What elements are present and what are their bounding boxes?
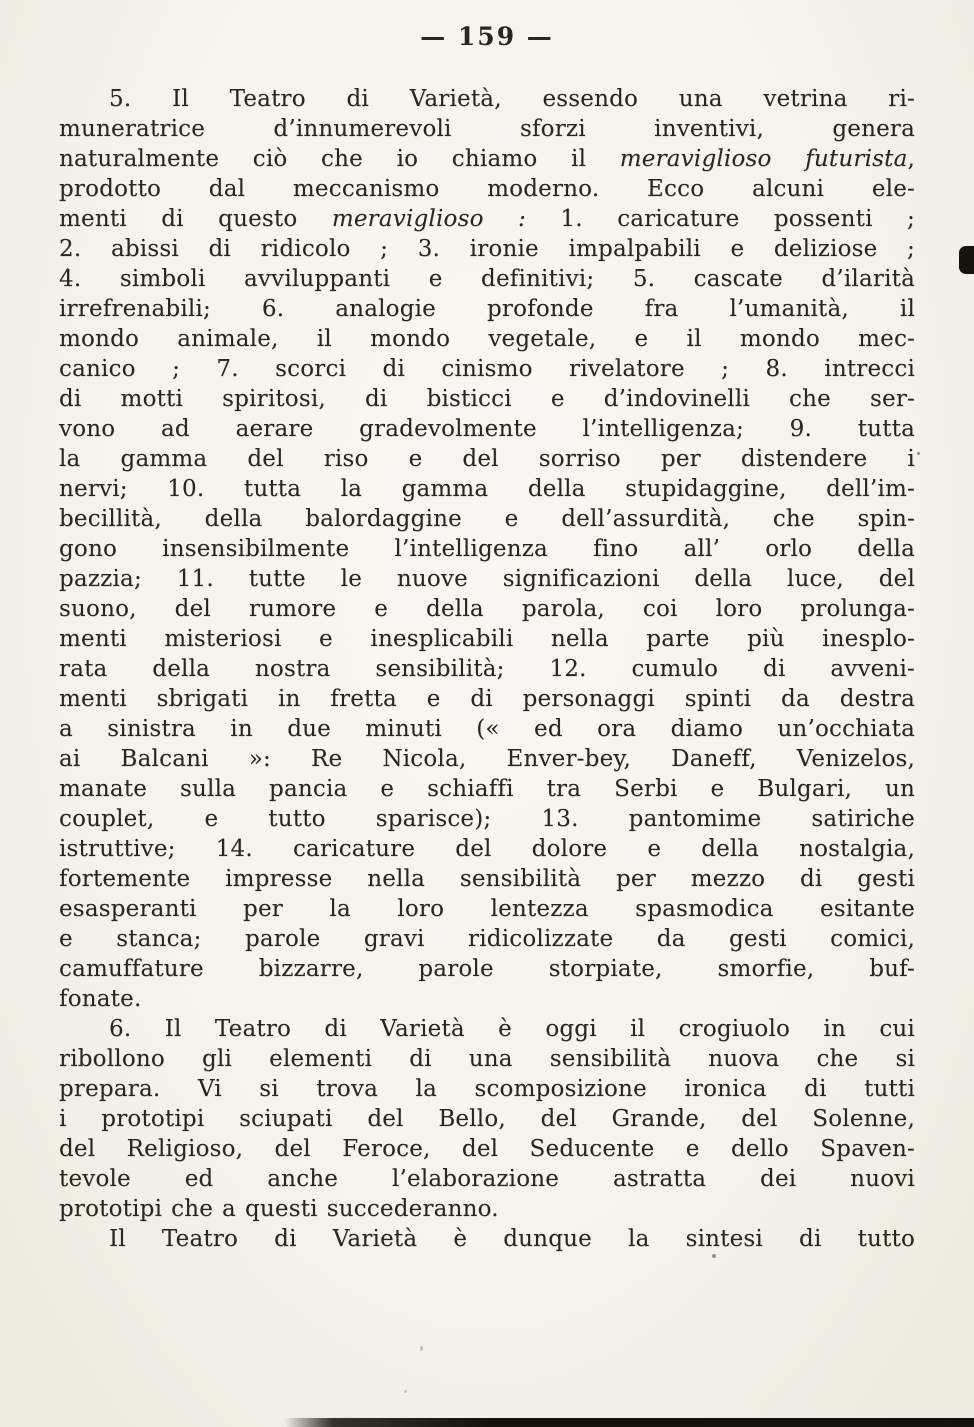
text-line: del Religioso, del Feroce, del Seducente e dello Spaven- xyxy=(59,1136,915,1162)
text-line: nervi; 10. tutta la gamma della stupidaggine, dell’im- xyxy=(59,476,915,502)
scan-artifact-ink-blob xyxy=(959,246,974,274)
paragraph xyxy=(59,1014,915,1224)
text-line: 4. simboli avviluppanti e definitivi; 5. cascate d’ilarità xyxy=(59,266,915,292)
paragraph xyxy=(59,84,915,1014)
text-line: Il Teatro di Varietà è dunque la sintesi di tutto xyxy=(109,1226,915,1252)
text-line: camuffature bizzarre, parole storpiate, smorfie, buf- xyxy=(59,956,915,982)
text-line: ai Balcani »: Re Nicola, Enver-bey, Daneff, Venizelos, xyxy=(59,746,915,772)
text-line: muneratrice d’innumerevoli sforzi inventivi, genera xyxy=(59,116,915,142)
text-line: canico ; 7. scorci di cinismo rivelatore ; 8. intrecci xyxy=(59,356,915,382)
text-line: esasperanti per la loro lentezza spasmodica esitante xyxy=(59,896,915,922)
text-line: couplet, e tutto sparisce); 13. pantomime satiriche xyxy=(59,806,915,832)
scan-artifact-bottom-edge xyxy=(284,1418,974,1427)
paragraph xyxy=(59,1224,915,1254)
page-number: — 159 — xyxy=(420,22,554,51)
text-line: mondo animale, il mondo vegetale, e il mondo mec- xyxy=(59,326,915,352)
scan-speck xyxy=(404,1390,407,1393)
text-line: fortemente impresse nella sensibilità per mezzo di gesti xyxy=(59,866,915,892)
text-line: vono ad aerare gradevolmente l’intelligenza; 9. tutta xyxy=(59,416,915,442)
text-line: gono insensibilmente l’intelligenza fino all’ orlo della xyxy=(59,536,915,562)
text-line: 6. Il Teatro di Varietà è oggi il crogiuolo in cui xyxy=(109,1016,915,1042)
text-line: e stanca; parole gravi ridicolizzate da gesti comici, xyxy=(59,926,915,952)
text-line: naturalmente ciò che io chiamo il meraviglioso futurista, xyxy=(59,146,915,172)
text-line: istruttive; 14. caricature del dolore e della nostalgia, xyxy=(59,836,915,862)
text-line: irrefrenabili; 6. analogie profonde fra l’umanità, il xyxy=(59,296,915,322)
text-line: i prototipi sciupati del Bello, del Grande, del Solenne, xyxy=(59,1106,915,1132)
text-line: a sinistra in due minuti (« ed ora diamo un’occhiata xyxy=(59,716,915,742)
text-line: tevole ed anche l’elaborazione astratta dei nuovi xyxy=(59,1166,915,1192)
text-line: rata della nostra sensibilità; 12. cumulo di avveni- xyxy=(59,656,915,682)
text-line: menti misteriosi e inesplicabili nella parte più inesplo- xyxy=(59,626,915,652)
text-line: pazzia; 11. tutte le nuove significazioni della luce, del xyxy=(59,566,915,592)
text-line: prototipi che a questi succederanno. xyxy=(59,1196,499,1222)
text-line: prodotto dal meccanismo moderno. Ecco alcuni ele- xyxy=(59,176,915,202)
text-line: 2. abissi di ridicolo ; 3. ironie impalpabili e deliziose ; xyxy=(59,236,915,262)
text-line: la gamma del riso e del sorriso per distendere i xyxy=(59,446,915,472)
text-line: suono, del rumore e della parola, coi loro prolunga- xyxy=(59,596,915,622)
text-line: 5. Il Teatro di Varietà, essendo una vetrina ri- xyxy=(109,86,915,112)
text-line: manate sulla pancia e schiaffi tra Serbi e Bulgari, un xyxy=(59,776,915,802)
scan-speck xyxy=(420,1346,423,1351)
page-header xyxy=(0,22,974,51)
text-line: di motti spiritosi, di bisticci e d’indovinelli che ser- xyxy=(59,386,915,412)
scan-speck xyxy=(712,1254,716,1258)
text-line: fonate. xyxy=(59,986,142,1012)
text-line: menti di questo meraviglioso : 1. caricature possenti ; xyxy=(59,206,915,232)
scan-speck xyxy=(917,452,920,455)
text-line: menti sbrigati in fretta e di personaggi spinti da destra xyxy=(59,686,915,712)
text-line: prepara. Vi si trova la scomposizione ironica di tutti xyxy=(59,1076,915,1102)
text-block xyxy=(59,84,915,1254)
text-line: ribollono gli elementi di una sensibilità nuova che si xyxy=(59,1046,915,1072)
text-line: becillità, della balordaggine e dell’assurdità, che spin- xyxy=(59,506,915,532)
